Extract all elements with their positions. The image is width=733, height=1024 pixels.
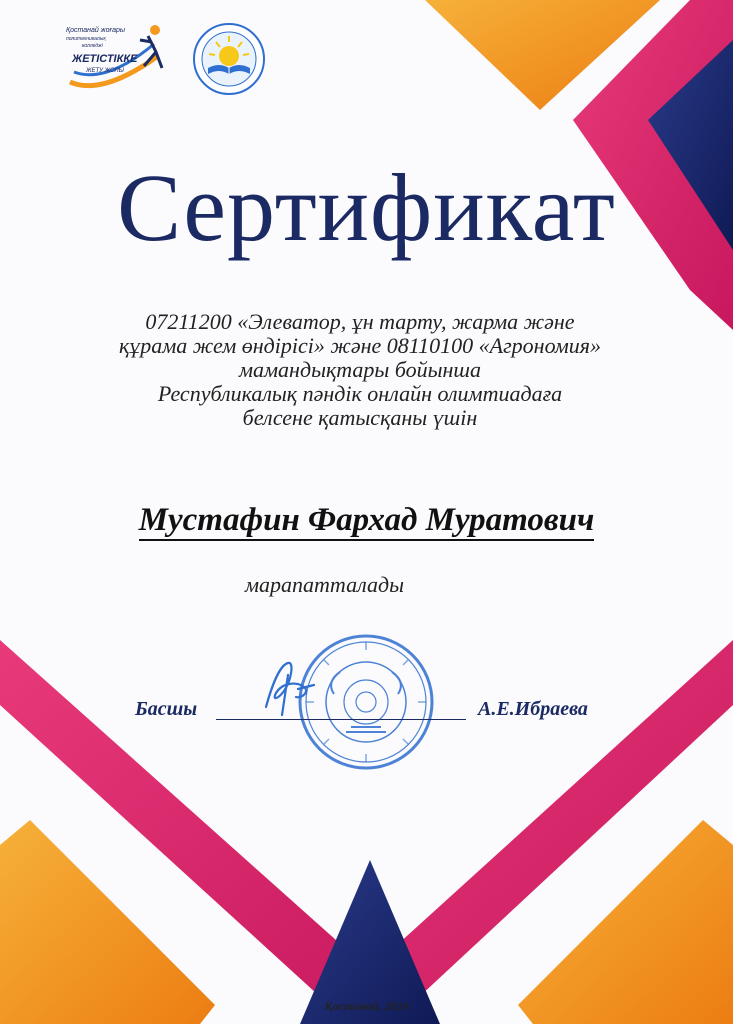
body-line-1: 07211200 «Элеватор, ұн тарту, жарма және	[145, 309, 575, 334]
certificate-title: Сертификат	[117, 154, 616, 261]
body-line-3: мамандықтары бойынша	[238, 357, 482, 382]
recipient-container	[0, 502, 733, 539]
college-name-line-3: колледжі	[82, 43, 103, 49]
college-name-line-1: Қостанай жоғары	[66, 27, 126, 34]
signature-scribble	[258, 655, 318, 725]
college-name-line-2: политехникалық	[66, 36, 106, 42]
education-emblem-logo	[192, 22, 266, 96]
body-line-5: белсене қатысқаны үшін	[242, 405, 478, 430]
recipient-name: Мустафин Фархад Муратович	[139, 502, 595, 541]
college-slogan: ЖЕТІСТІККЕ	[72, 53, 138, 65]
college-subslogan: ЖЕТУ ЖОЛЫ	[86, 68, 124, 74]
award-text: марапатталады	[245, 572, 404, 597]
signatory-name: А.Е.Ибраева	[478, 698, 588, 720]
signature-line	[216, 719, 466, 720]
footer-place-date: Қостанай, 2024	[324, 999, 409, 1013]
certificate-body	[40, 310, 680, 430]
body-line-4: Республикалық пәндік онлайн олимтиадаға	[157, 381, 563, 406]
college-logo	[62, 22, 166, 96]
body-line-2: құрама жем өндірісі» және 08110100 «Агрономия»	[118, 333, 602, 358]
signatory-label: Басшы	[135, 698, 198, 720]
